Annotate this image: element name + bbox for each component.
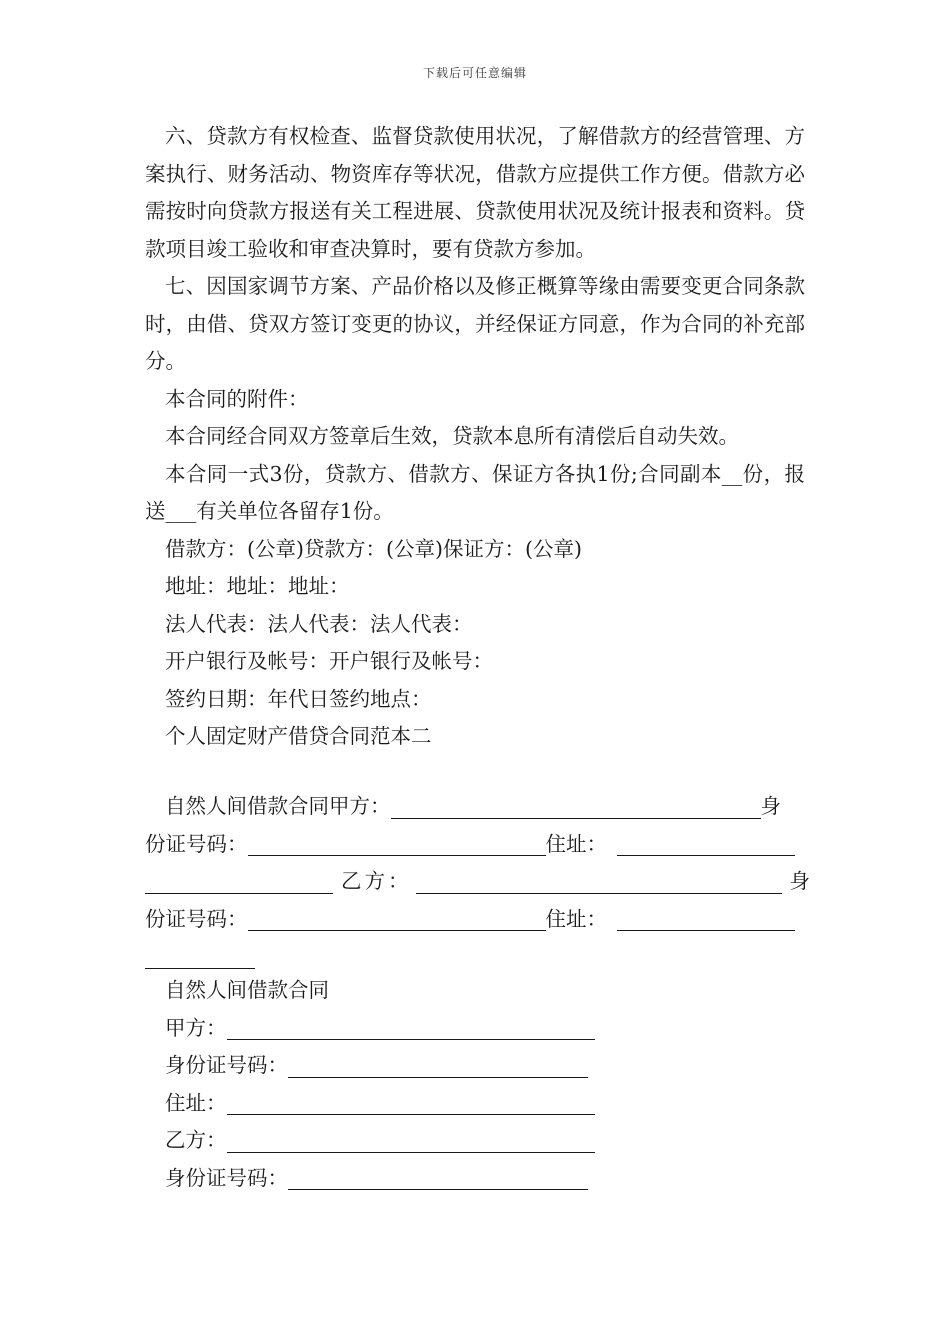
form-row-party-b [145,863,810,901]
form-row-continuation [145,938,810,976]
address-label-b: 住址： [545,906,607,931]
party-a-blank[interactable] [391,794,761,819]
signature-addresses: 地址：地址：地址： [165,574,350,598]
party-b-blank[interactable] [416,869,782,894]
form-row-party-b-id [145,901,810,939]
lower-address-blank[interactable] [227,1090,595,1115]
form-row-party-a [145,788,810,826]
party-a-address-continued-blank[interactable] [145,869,333,894]
form-row-party-a-id [145,826,810,864]
paragraph-seven: 七、因国家调节方案、产品价格以及修正概算等缘由需要变更合同条款时，由借、贷双方签订变更的协议，并经保证方同意，作为合同的补充部分。 [145,274,805,373]
paragraph-attachments: 本合同的附件： [165,386,309,411]
lower-party-b-label: 乙方： [165,1128,227,1152]
lower-form-title-row [165,972,595,1010]
address-label: 住址： [545,831,607,856]
page-header-note: 下载后可任意编辑 [422,66,527,80]
party-a-address-blank[interactable] [617,831,795,856]
party-b-id-blank[interactable] [248,906,546,931]
lower-form-title: 自然人间借款合同 [165,978,329,1002]
id-prefix-label-b: 身 [789,869,810,893]
party-a-label: 自然人间借款合同甲方： [165,794,391,818]
id-prefix-label: 身 [760,794,781,818]
lower-party-a-id-blank[interactable] [288,1053,588,1078]
party-b-label: 乙方： [341,869,412,893]
body-text [145,118,805,756]
lower-party-b-id-blank[interactable] [288,1165,588,1190]
signature-bank-accounts: 开户银行及帐号：开户银行及帐号： [165,649,493,673]
party-a-id-blank[interactable] [248,831,546,856]
signature-date-place: 签约日期：年代日签约地点： [165,686,432,711]
upper-form [145,788,810,976]
lower-field-party-b-id [165,1160,595,1198]
lower-field-party-a [165,1010,595,1048]
lower-field-address [165,1085,595,1123]
lower-party-a-blank[interactable] [227,1015,595,1040]
lower-field-party-a-id [165,1047,595,1085]
signature-parties: 借款方：(公章)贷款方：(公章)保证方：(公章) [165,536,582,561]
party-b-address-blank[interactable] [617,906,795,931]
id-number-label: 份证号码： [145,831,248,856]
signature-legal-reps: 法人代表：法人代表：法人代表： [165,611,473,636]
party-b-address-continued-blank[interactable] [145,944,255,969]
paragraph-effectiveness: 本合同经合同双方签章后生效，贷款本息所有清偿后自动失效。 [165,424,739,448]
paragraph-copies: 本合同一式3份，贷款方、借款方、保证方各执1份;合同副本__份，报送___有关单位各留存1份。 [145,461,805,523]
lower-field-party-b [165,1122,595,1160]
paragraph-six: 六、贷款方有权检查、监督贷款使用状况，了解借款方的经营管理、方案执行、财务活动、物资库存等状况，借款方应提供工作方便。借款方必需按时向贷款方报送有关工程进展、贷款使用状况及统计报表和资料。贷款项目竣工验收和审查决算时，要有贷款方参加。 [145,124,805,261]
id-number-label-b: 份证号码： [145,906,248,931]
template-two-title: 个人固定财产借贷合同范本二 [165,724,432,748]
lower-party-b-blank[interactable] [227,1128,595,1153]
lower-party-a-label: 甲方： [165,1015,227,1040]
lower-form [165,972,595,1197]
lower-address-label: 住址： [165,1090,227,1115]
lower-party-a-id-label: 身份证号码： [165,1053,288,1077]
lower-party-b-id-label: 身份证号码： [165,1165,288,1190]
